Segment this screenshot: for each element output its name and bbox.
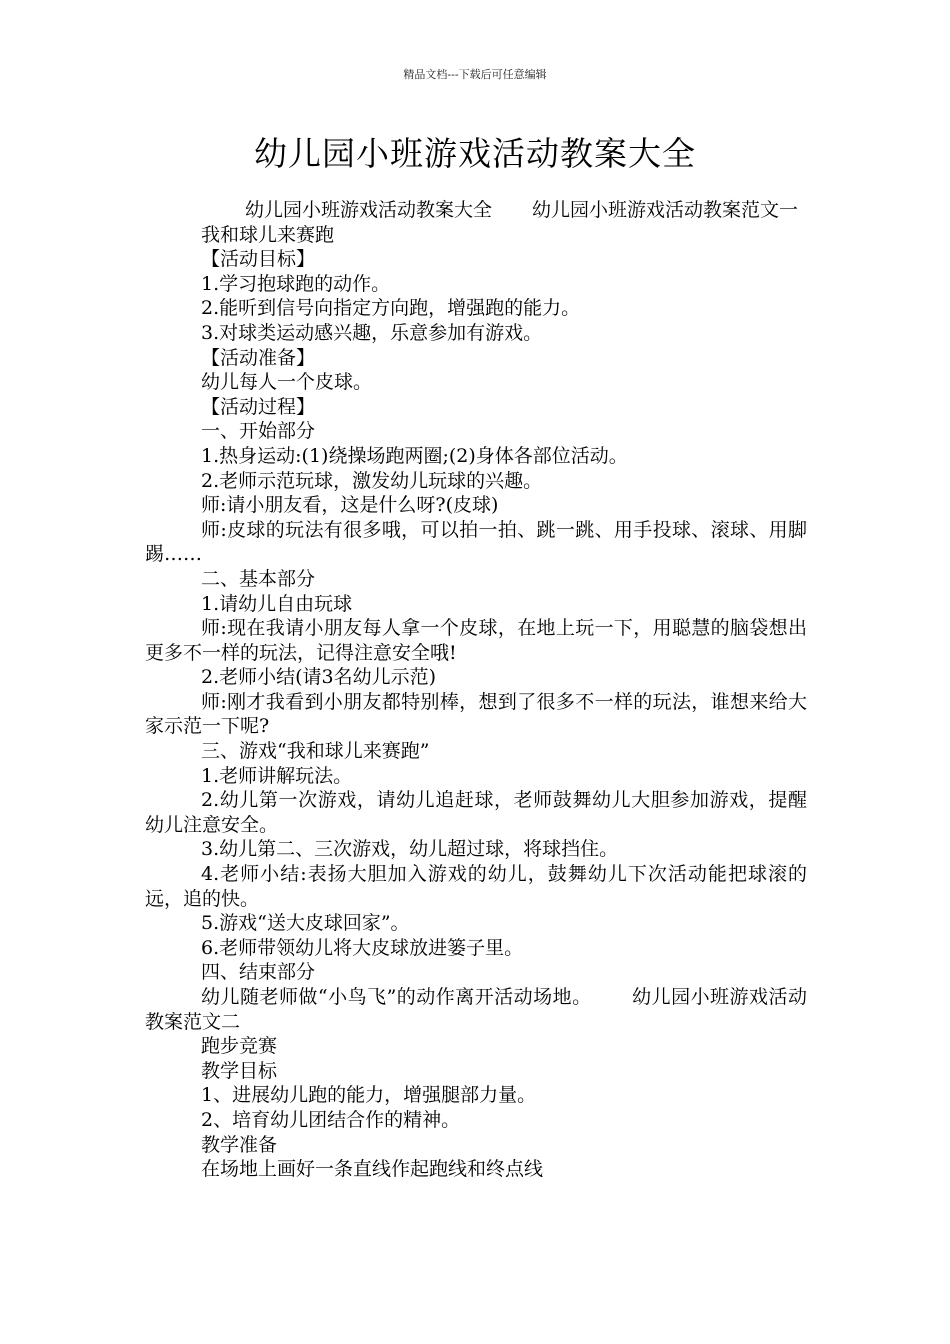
line: 【活动目标】 bbox=[201, 248, 316, 271]
line: 在场地上画好一条直线作起跑线和终点线 bbox=[201, 1158, 544, 1181]
line: 2.老师小结(请3名幼儿示范) bbox=[201, 666, 437, 689]
line: 4.老师小结:表扬大胆加入游戏的幼儿，鼓舞幼儿下次活动能把球滚的远，追的快。 bbox=[145, 863, 807, 910]
intro-paragraph bbox=[145, 198, 807, 223]
line: 3.对球类运动感兴趣，乐意参加有游戏。 bbox=[201, 321, 543, 344]
line: 幼儿每人一个皮球。 bbox=[201, 371, 373, 394]
line: 三、游戏“我和球儿来赛跑” bbox=[201, 740, 430, 763]
line: 跑步竞赛 bbox=[201, 1035, 278, 1058]
line: 四、结束部分 bbox=[201, 961, 316, 984]
line: 【活动准备】 bbox=[201, 346, 316, 369]
line: 3.幼儿第二、三次游戏，幼儿超过球，将球挡住。 bbox=[201, 838, 619, 861]
closing-paragraph bbox=[145, 985, 807, 1034]
line: 教学准备 bbox=[201, 1133, 278, 1156]
line: 教学目标 bbox=[201, 1059, 278, 1082]
line: 1.热身运动:(1)绕操场跑两圈;(2)身体各部位活动。 bbox=[201, 444, 628, 467]
line: 我和球儿来赛跑 bbox=[201, 223, 335, 246]
line: 2.能听到信号向指定方向跑，增强跑的能力。 bbox=[201, 297, 581, 320]
line: 师:刚才我看到小朋友都特别棒，想到了很多不一样的玩法，谁想来给大家示范一下呢? bbox=[145, 690, 807, 738]
intro-title-repeat: 幼儿园小班游戏活动教案大全 bbox=[245, 199, 493, 221]
closing-line: 幼儿随老师做“小鸟飞”的动作离开活动场地。 bbox=[201, 986, 592, 1008]
document-title: 幼儿园小班游戏活动教案大全 bbox=[254, 134, 696, 173]
line: 1.学习抱球跑的动作。 bbox=[201, 272, 391, 295]
page-header: 精品文档---下载后可任意编辑 bbox=[403, 68, 547, 81]
line: 二、基本部分 bbox=[201, 567, 316, 590]
line: 5.游戏“送大皮球回家”。 bbox=[201, 912, 410, 935]
line: 1.老师讲解玩法。 bbox=[201, 764, 353, 787]
line: 2.幼儿第一次游戏，请幼儿追赶球，老师鼓舞幼儿大胆参加游戏，提醒幼儿注意安全。 bbox=[145, 789, 807, 836]
line: 【活动过程】 bbox=[201, 395, 316, 418]
line: 师:现在我请小朋友每人拿一个皮球，在地上玩一下，用聪慧的脑袋想出更多不一样的玩法，记得注意安全哦! bbox=[145, 617, 807, 664]
line: 2、培育幼儿团结合作的精神。 bbox=[201, 1108, 461, 1131]
line: 2.老师示范玩球，激发幼儿玩球的兴趣。 bbox=[201, 469, 543, 492]
line: 1、进展幼儿跑的能力，增强腿部力量。 bbox=[201, 1084, 537, 1107]
section-two-title: 幼儿园小班游戏活动教案范文二 bbox=[145, 986, 807, 1033]
line: 6.老师带领幼儿将大皮球放进篓子里。 bbox=[201, 936, 524, 959]
line: 1.请幼儿自由玩球 bbox=[201, 592, 353, 615]
line: 师:请小朋友看，这是什么呀?(皮球) bbox=[201, 494, 499, 517]
intro-section-title: 幼儿园小班游戏活动教案范文一 bbox=[532, 199, 799, 221]
line: 一、开始部分 bbox=[201, 420, 316, 443]
document-body bbox=[145, 198, 807, 1182]
line: 师:皮球的玩法有很多哦，可以拍一拍、跳一跳、用手投球、滚球、用脚踢…… bbox=[145, 518, 807, 566]
